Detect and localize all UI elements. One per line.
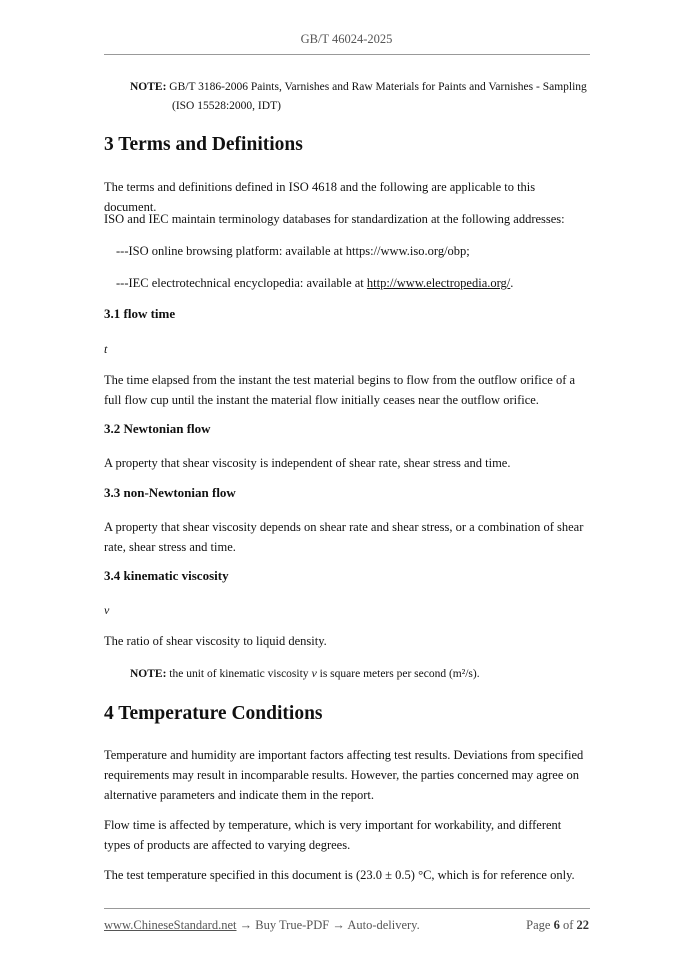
section3-title: 3 Terms and Definitions	[104, 134, 303, 155]
footer-divider	[104, 908, 590, 909]
section3-bullet-iec	[116, 273, 590, 293]
term31-def-line1: The time elapsed from the instant the test material begins to flow from the outflow orifice of a	[104, 373, 576, 387]
term33-heading: 3.3 non-Newtonian flow	[104, 485, 236, 500]
term34-heading: 3.4 kinematic viscosity	[104, 568, 229, 583]
term34-note-prefix: the unit of kinematic viscosity	[166, 668, 312, 680]
section4-p2-line2: types of products are affected to varying degrees.	[104, 838, 351, 852]
bullet-iec-suffix: .	[510, 276, 514, 290]
note-gbt3186	[130, 78, 592, 116]
note-line1: GB/T 3186-2006 Paints, Varnishes and Raw Materials for Paints and Varnishes - Sampling	[169, 81, 587, 93]
bullet-iec-prefix: ---IEC electrotechnical encyclopedia: available at	[116, 276, 367, 290]
section3-para1: The terms and definitions defined in ISO 4618 and the following are applicable to this document.	[104, 180, 536, 214]
term34-note-suffix: is square meters per second (m²/s).	[316, 668, 480, 680]
section4-para2	[104, 815, 590, 855]
section4-para1	[104, 745, 590, 805]
footer-site-link[interactable]: www.ChineseStandard.net	[104, 918, 237, 932]
section4-para3: The test temperature specified in this document is (23.0 ± 0.5) °C, which is for reference only.	[104, 868, 575, 882]
header-doc-code: GB/T 46024-2025	[300, 32, 393, 46]
note-line2: (ISO 15528:2000, IDT)	[172, 100, 281, 112]
term34-note	[130, 664, 592, 684]
term32-definition: A property that shear viscosity is independent of shear rate, shear stress and time.	[104, 456, 511, 470]
term33-def-line1: A property that shear viscosity depends on shear rate and shear stress, or a combination of shear	[104, 520, 584, 534]
electropedia-link[interactable]: http://www.electropedia.org/	[366, 276, 511, 290]
section4-p1-line1: Temperature and humidity are important factors affecting test results. Deviations from specified	[104, 748, 584, 762]
section4-p1-line3: alternative parameters and indicate them in the report.	[104, 788, 375, 802]
of-word: of	[562, 918, 574, 932]
header-divider	[104, 54, 590, 55]
footer-arrow-icon: →	[236, 918, 256, 932]
term31-def-line2: full flow cup until the instant the material flow initially ceases near the outflow orifice.	[104, 393, 539, 407]
term31-definition	[104, 370, 590, 410]
note-label: NOTE:	[130, 81, 167, 93]
term33-def-line2: rate, shear stress and time.	[104, 540, 236, 554]
section4-title: 4 Temperature Conditions	[104, 703, 323, 724]
section3-para2: ISO and IEC maintain terminology databases for standardization at the following addresses:	[104, 212, 565, 226]
page-total: 22	[576, 918, 589, 932]
section3-bullet-iso: ---ISO online browsing platform: available at https://www.iso.org/obp;	[116, 244, 470, 258]
footer-links	[104, 918, 420, 933]
term32-heading: 3.2 Newtonian flow	[104, 421, 211, 436]
page-word: Page	[526, 918, 551, 932]
footer-delivery-text: Auto-delivery.	[347, 918, 420, 932]
footer-page-number	[526, 918, 589, 933]
term33-definition	[104, 517, 590, 557]
term34-symbol: ν	[104, 603, 110, 617]
footer-arrow-icon: →	[329, 918, 348, 932]
page-current: 6	[553, 918, 560, 932]
footer-buy-text: Buy True-PDF	[255, 918, 330, 932]
term34-definition: The ratio of shear viscosity to liquid density.	[104, 634, 327, 648]
term31-heading: 3.1 flow time	[104, 306, 176, 321]
term34-note-symbol: ν	[311, 666, 317, 680]
section4-p2-line1: Flow time is affected by temperature, which is very important for workability, and different	[104, 818, 562, 832]
term31-symbol: t	[104, 342, 108, 356]
section4-p1-line2: requirements may result in incomparable results. However, the parties concerned may agree on	[104, 768, 580, 782]
term34-note-label: NOTE:	[130, 668, 167, 680]
